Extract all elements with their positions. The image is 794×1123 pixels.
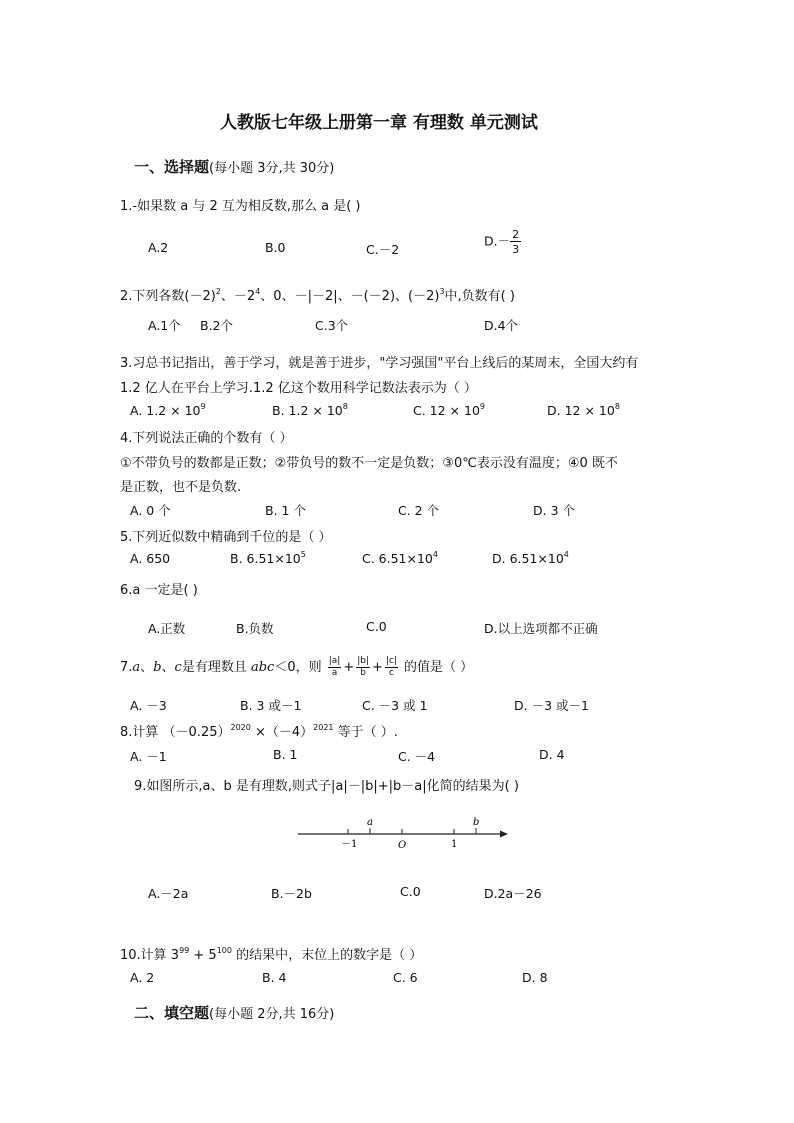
q10-stem — [120, 944, 422, 963]
q5-option-c — [362, 551, 438, 566]
q3-option-c-text: C. 12 × 10 — [413, 403, 480, 418]
q7-fraction-b-num: |b| — [357, 656, 369, 666]
q8-stem — [120, 721, 398, 740]
q5-stem: 5.下列近似数中精确到千位的是（ ） — [120, 530, 332, 545]
q1-option-c: C.－2 — [366, 242, 400, 257]
page-title: 人教版七年级上册第一章 有理数 单元测试 — [220, 113, 538, 133]
section-1-title: 一、选择题 — [134, 158, 210, 176]
q7-plus-2: + — [372, 660, 383, 675]
q7-s3: 、 — [161, 660, 175, 675]
q2-exp1: 2 — [215, 287, 221, 296]
q3-option-d — [547, 403, 620, 418]
q2-exp2: 4 — [255, 287, 261, 296]
q5-option-c-exp: 4 — [432, 550, 438, 559]
q6-option-c: C.0 — [366, 619, 387, 634]
q1-option-d-numerator: 2 — [512, 228, 520, 241]
q10-e2: 100 — [216, 946, 232, 955]
q4-line-2: 是正数，也不是负数. — [120, 480, 242, 495]
q7-s1: 7. — [120, 660, 133, 675]
q7-s5: ＜0，则 — [274, 660, 326, 675]
q3-option-d-text: D. 12 × 10 — [547, 403, 615, 418]
q9-option-a: A.－2a — [148, 886, 189, 901]
q9-option-c: C.0 — [400, 884, 421, 899]
q7-var-abc: abc — [250, 660, 275, 675]
q7-fraction-c-num: |c| — [385, 656, 397, 666]
q5-option-b-text: B. 6.51×10 — [230, 551, 301, 566]
q9-option-d: D.2a－26 — [484, 886, 542, 901]
q8-option-c: C. －4 — [398, 749, 436, 764]
q1-option-a: A.2 — [148, 240, 169, 255]
q8-option-a: A. －1 — [130, 749, 167, 764]
q5-option-a: A. 650 — [130, 551, 171, 566]
label-origin: O — [398, 840, 407, 851]
q3-option-c — [413, 403, 485, 418]
q5-option-d-exp: 4 — [563, 550, 569, 559]
q9-option-b: B.－2b — [271, 886, 312, 901]
q4-line-1: ①不带负号的数都是正数；②带负号的数不一定是负数；③0℃表示没有温度；④0 既不 — [120, 456, 618, 471]
q4-stem: 4.下列说法正确的个数有（ ） — [120, 431, 293, 446]
q5-option-d — [492, 551, 569, 566]
q1-option-d — [484, 229, 521, 255]
q3-option-a-exp: 9 — [200, 402, 206, 411]
q3-option-a — [130, 403, 206, 418]
q1-option-d-prefix: D.－ — [484, 233, 511, 249]
q10-option-a: A. 2 — [130, 970, 155, 985]
q7-fraction-a-den: a — [331, 668, 338, 678]
q4-option-c: C. 2 个 — [398, 503, 440, 518]
q6-option-a: A.正数 — [148, 621, 186, 636]
q4-option-b: B. 1 个 — [265, 503, 306, 518]
section-1-note: (每小题 3分,共 30分) — [209, 161, 335, 176]
q2-option-d: D.4个 — [484, 318, 519, 333]
q8-e2: 2021 — [313, 723, 334, 732]
q7-var-c: c — [174, 660, 182, 675]
q8-option-d: D. 4 — [539, 747, 565, 762]
q7-fraction-b — [356, 657, 370, 678]
q3-line-2: 1.2 亿人在平台上学习.1.2 亿这个数用科学记数法表示为（ ） — [120, 381, 477, 396]
q1-option-b: B.0 — [265, 240, 286, 255]
q9-stem: 9.如图所示,a、b 是有理数,则式子|a|－|b|+|b－a|化简的结果为( ) — [134, 779, 519, 794]
q2-stem-b: 、－2 — [220, 289, 256, 304]
q2-stem-a: 2.下列各数(－2) — [120, 289, 216, 304]
q10-option-c: C. 6 — [393, 970, 418, 985]
q9-number-line — [296, 812, 510, 856]
q7-s6: 的值是（ ） — [399, 660, 474, 675]
q2-stem-c: 、0、－|－2|、－(－2)、(－2) — [260, 289, 440, 304]
q5-option-b — [230, 551, 306, 566]
q4-option-a: A. 0 个 — [130, 503, 171, 518]
q7-var-a: a — [132, 660, 141, 675]
q3-option-a-text: A. 1.2 × 10 — [130, 403, 201, 418]
q2-stem — [120, 285, 515, 304]
q3-option-b — [272, 403, 348, 418]
section-2-note: (每小题 2分,共 16分) — [209, 1007, 335, 1022]
q7-fraction-c — [385, 657, 398, 678]
q7-option-b: B. 3 或－1 — [240, 698, 302, 713]
label-1: 1 — [451, 839, 458, 850]
q8-e1: 2020 — [230, 723, 251, 732]
q8-s1: 8.计算 （－0.25） — [120, 725, 231, 740]
label-b: b — [473, 817, 480, 828]
q3-option-d-exp: 8 — [614, 402, 620, 411]
q10-s3: 的结果中，末位上的数字是（ ） — [231, 948, 423, 963]
label-minus-1: －1 — [341, 839, 358, 850]
q7-fraction-b-den: b — [360, 668, 366, 678]
q7-stem — [120, 656, 473, 678]
q8-s3: 等于（ ）. — [333, 725, 398, 740]
number-line-arrow — [500, 831, 508, 838]
q10-s1: 10.计算 3 — [120, 948, 180, 963]
q1-option-d-denominator: 3 — [512, 243, 520, 256]
q7-plus-1: + — [343, 660, 355, 675]
q2-option-a: A.1个 — [148, 318, 181, 333]
q1-option-d-fraction — [510, 229, 521, 255]
q3-option-b-exp: 8 — [342, 402, 348, 411]
q5-option-d-text: D. 6.51×10 — [492, 551, 564, 566]
section-2-title: 二、填空题 — [134, 1004, 210, 1022]
q10-option-b: B. 4 — [262, 970, 287, 985]
q2-exp3: 3 — [439, 287, 445, 296]
q4-option-d: D. 3 个 — [533, 503, 575, 518]
q5-option-b-exp: 5 — [300, 550, 306, 559]
q5-option-c-text: C. 6.51×10 — [362, 551, 433, 566]
q7-option-a: A. －3 — [130, 698, 167, 713]
q8-s2: ×（－4） — [250, 725, 314, 740]
section-1-heading — [134, 156, 334, 177]
label-a: a — [367, 817, 373, 828]
q2-option-c: C.3个 — [315, 318, 349, 333]
q10-s2: + 5 — [189, 948, 217, 963]
q6-stem: 6.a 一定是( ) — [120, 583, 198, 598]
q8-option-b: B. 1 — [273, 747, 298, 762]
q7-fraction-a-num: |a| — [328, 656, 341, 666]
q7-s4: 是有理数且 — [181, 660, 251, 675]
q1-stem: 1.-如果数 a 与 2 互为相反数,那么 a 是( ) — [120, 199, 361, 214]
q2-stem-d: 中,负数有( ) — [444, 289, 515, 304]
q2-option-b: B.2个 — [200, 318, 234, 333]
q7-s2: 、 — [140, 660, 154, 675]
section-2-heading — [134, 1002, 334, 1023]
q3-option-c-exp: 9 — [479, 402, 486, 411]
q6-option-d: D.以上选项都不正确 — [484, 621, 598, 636]
q7-option-c: C. －3 或 1 — [362, 698, 428, 713]
q7-option-d: D. －3 或－1 — [514, 698, 589, 713]
q10-e1: 99 — [179, 946, 190, 955]
q6-option-b: B.负数 — [236, 621, 274, 636]
q7-fraction-c-den: c — [388, 668, 394, 678]
q3-option-b-text: B. 1.2 × 10 — [272, 403, 343, 418]
q7-fraction-a — [328, 657, 342, 678]
q7-var-b: b — [153, 660, 162, 675]
q10-option-d: D. 8 — [522, 970, 548, 985]
q3-line-1: 3.习总书记指出，善于学习，就是善于进步，"学习强国"平台上线后的某周末，全国大约有 — [120, 356, 639, 371]
